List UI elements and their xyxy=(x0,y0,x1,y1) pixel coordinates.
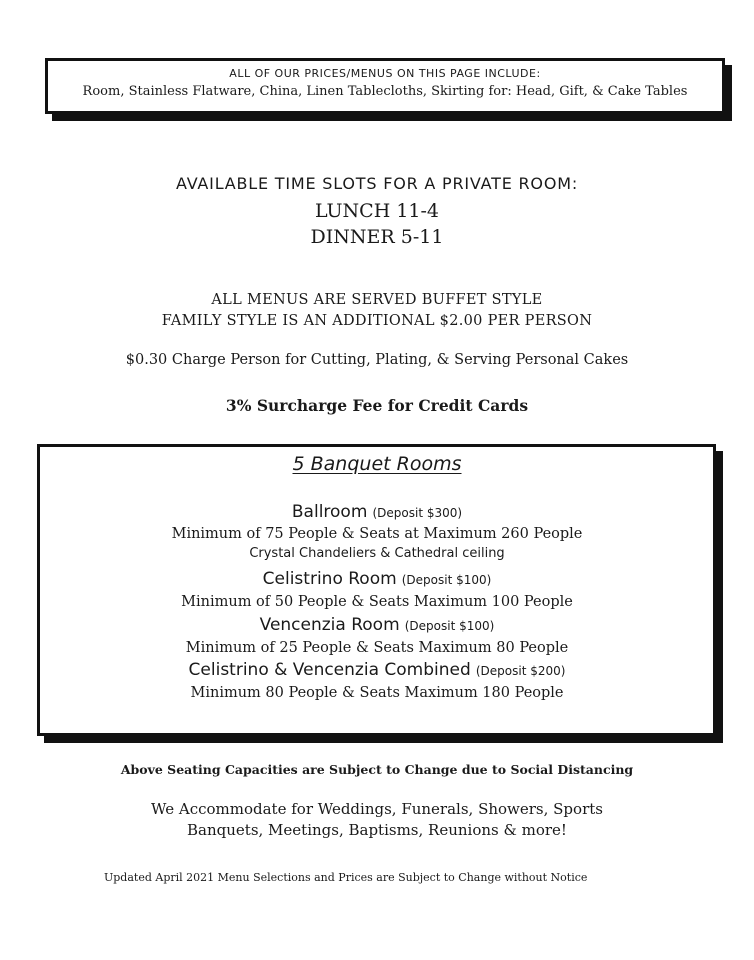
room-capacity: Minimum of 25 People & Seats Maximum 80 People xyxy=(185,640,569,656)
accommodate-line-2: Banquets, Meetings, Baptisms, Reunions & more! xyxy=(187,821,567,839)
room-deposit: (Deposit $100) xyxy=(404,619,495,633)
included-items: Room, Stainless Flatware, China, Linen Tablecloths, Skirting for: Head, Gift, & Cake Tables xyxy=(82,84,688,99)
room-capacity: Minimum 80 People & Seats Maximum 180 People xyxy=(190,685,564,701)
room-deposit: (Deposit $100) xyxy=(401,573,492,587)
room-vencenzia xyxy=(0,615,754,635)
room-name: Vencenzia Room xyxy=(259,615,400,635)
buffet-style-line: ALL MENUS ARE SERVED BUFFET STYLE xyxy=(211,292,543,308)
accommodate-line-1: We Accommodate for Weddings, Funerals, Showers, Sports xyxy=(151,800,603,818)
dinner-slot: DINNER 5-11 xyxy=(310,226,444,248)
room-combined xyxy=(0,660,754,680)
room-name: Ballroom xyxy=(291,502,368,522)
credit-surcharge-line: 3% Surcharge Fee for Credit Cards xyxy=(225,396,529,415)
included-heading: ALL OF OUR PRICES/MENUS ON THIS PAGE INCLUDE: xyxy=(229,67,541,80)
room-capacity: Minimum of 75 People & Seats at Maximum 260 People xyxy=(171,526,583,542)
room-ballroom xyxy=(0,502,754,522)
lunch-slot: LUNCH 11-4 xyxy=(314,200,440,222)
updated-notice: Updated April 2021 Menu Selections and Prices are Subject to Change without Notice xyxy=(104,871,588,884)
family-style-line: FAMILY STYLE IS AN ADDITIONAL $2.00 PER PERSON xyxy=(161,313,593,329)
cake-charge-line: $0.30 Charge Person for Cutting, Plating, & Serving Personal Cakes xyxy=(125,352,629,368)
room-note: Crystal Chandeliers & Cathedral ceiling xyxy=(249,546,505,561)
room-name: Celistrino & Vencenzia Combined xyxy=(188,660,471,680)
room-deposit: (Deposit $200) xyxy=(475,664,566,678)
included-items-box xyxy=(45,58,725,114)
banquet-rooms-title: 5 Banquet Rooms xyxy=(292,453,462,475)
social-distancing-note: Above Seating Capacities are Subject to Change due to Social Distancing xyxy=(120,762,634,777)
room-deposit: (Deposit $300) xyxy=(372,506,463,520)
room-capacity: Minimum of 50 People & Seats Maximum 100 People xyxy=(181,594,573,610)
time-slots-heading: AVAILABLE TIME SLOTS FOR A PRIVATE ROOM: xyxy=(175,174,579,193)
room-celistrino xyxy=(0,569,754,589)
room-name: Celistrino Room xyxy=(262,569,397,589)
